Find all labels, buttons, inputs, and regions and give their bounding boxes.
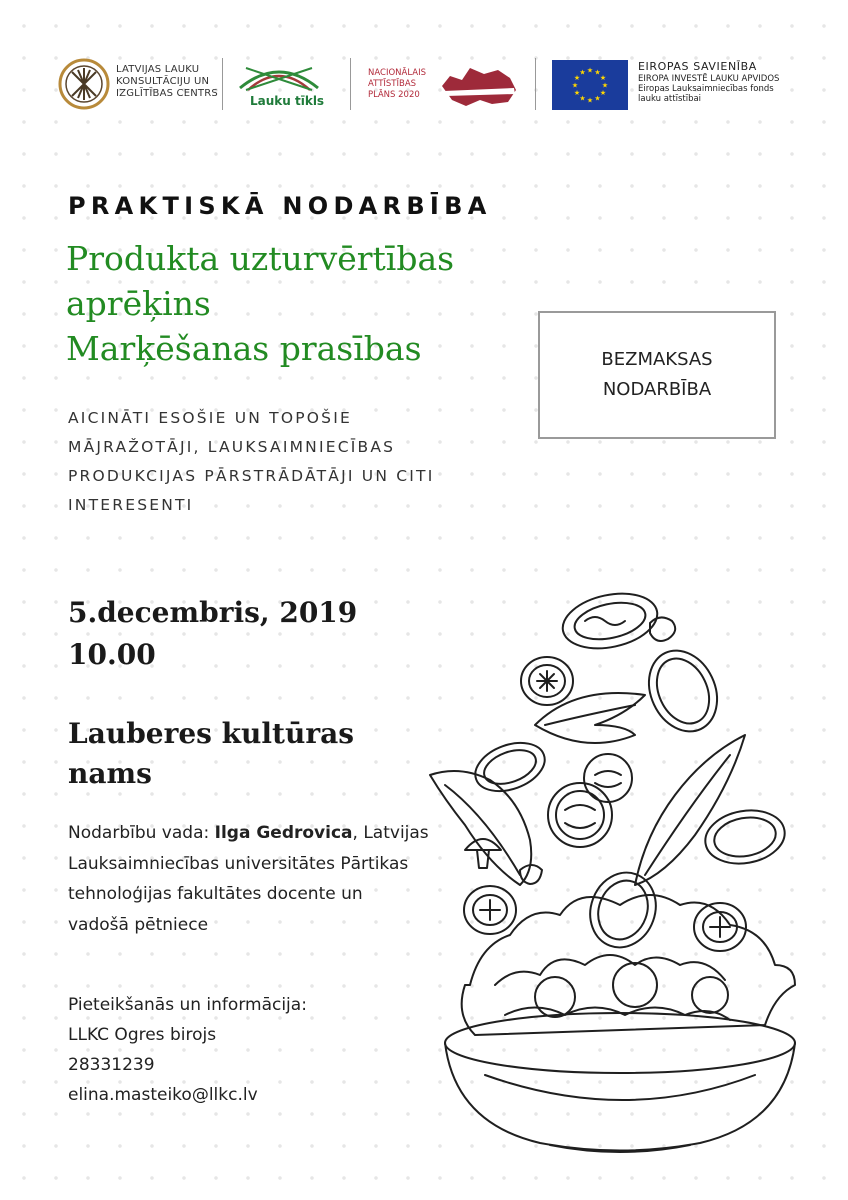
contact-info: Pieteikšanās un informācija: LLKC Ogres birojs 28331239 elina.masteiko@llkc.lv [68,990,307,1110]
event-datetime [68,592,357,676]
salad-bowl-illustration [425,585,815,1160]
instructor-info: Nodarbību vada: Ilga Gedrovica, Latvijas Lauksaimniecības universitātes Pārtikas tehnoloģijas fakultātes docente un vadošā pētniece [68,823,429,935]
instructor-name: Ilga Gedrovica [214,823,353,843]
page-heading: PRAKTISKĀ NODARBĪBA [68,192,492,220]
eu-star-icon: ★ [586,66,594,75]
title-line: Produkta uzturvērtības [66,239,455,278]
event-title [66,236,454,371]
tomato-slice-icon [548,783,612,847]
email-link[interactable]: elina.masteiko@llkc.lv [68,1085,258,1105]
eu-star-icon: ★ [579,94,586,103]
eu-star-icon: ★ [571,81,579,90]
eu-logo-text: EIROPAS SAVIENĪBA EIROPA INVESTĒ LAUKU APVIDOS Eiropas Lauksaimniecības fonds lauku attīstībai [638,60,780,104]
phone-number[interactable]: 28331239 [68,1055,155,1075]
logo-divider [222,58,223,110]
eu-flag-icon [552,60,628,110]
tomato-slice-icon [558,586,663,657]
logo-bar [0,40,848,130]
nap-logo-text: NACIONĀLAIS ATTĪSTĪBAS PLĀNS 2020 [368,68,426,100]
eu-star-icon: ★ [573,89,581,97]
eu-star-icon: ★ [586,96,594,105]
invitation-text: AICINĀTI ESOŠIE UN TOPOŠIE MĀJRAŽOTĀJI, LAUKSAIMNIECĪBAS PRODUKCIJAS PĀRSTRĀDĀTĀJI UN CITI INTERESENTI [68,409,435,514]
eu-star-icon: ★ [599,89,607,97]
lauku-tikls-logo-icon [236,62,322,92]
title-line: aprēķins [66,284,211,323]
title-line: Marķēšanas prasības [66,329,422,368]
eu-star-icon: ★ [573,74,581,82]
free-event-badge: BEZMAKSAS NODARBĪBA [538,311,776,439]
logo-divider [535,58,536,110]
eu-star-icon: ★ [594,68,601,77]
tomato-slice-icon [584,754,632,802]
cucumber-slice-icon [521,657,573,705]
eu-star-icon: ★ [601,81,609,90]
llkc-logo-icon [58,58,110,110]
event-time: 10.00 [68,638,156,671]
logo-divider [350,58,351,110]
cucumber-slice-icon [464,886,516,934]
latvia-map-icon [440,64,518,110]
lauku-tikls-logo-text: Lauku tīkls [250,94,325,108]
event-date: 5.decembris, 2019 [68,596,358,629]
eu-star-icon: ★ [579,68,586,77]
eu-star-icon: ★ [594,94,601,103]
llkc-logo-text: LATVIJAS LAUKU KONSULTĀCIJU UN IZGLĪTĪBAS CENTRS [116,64,218,99]
event-location: Lauberes kultūras nams [68,717,355,790]
eu-star-icon: ★ [599,74,607,82]
